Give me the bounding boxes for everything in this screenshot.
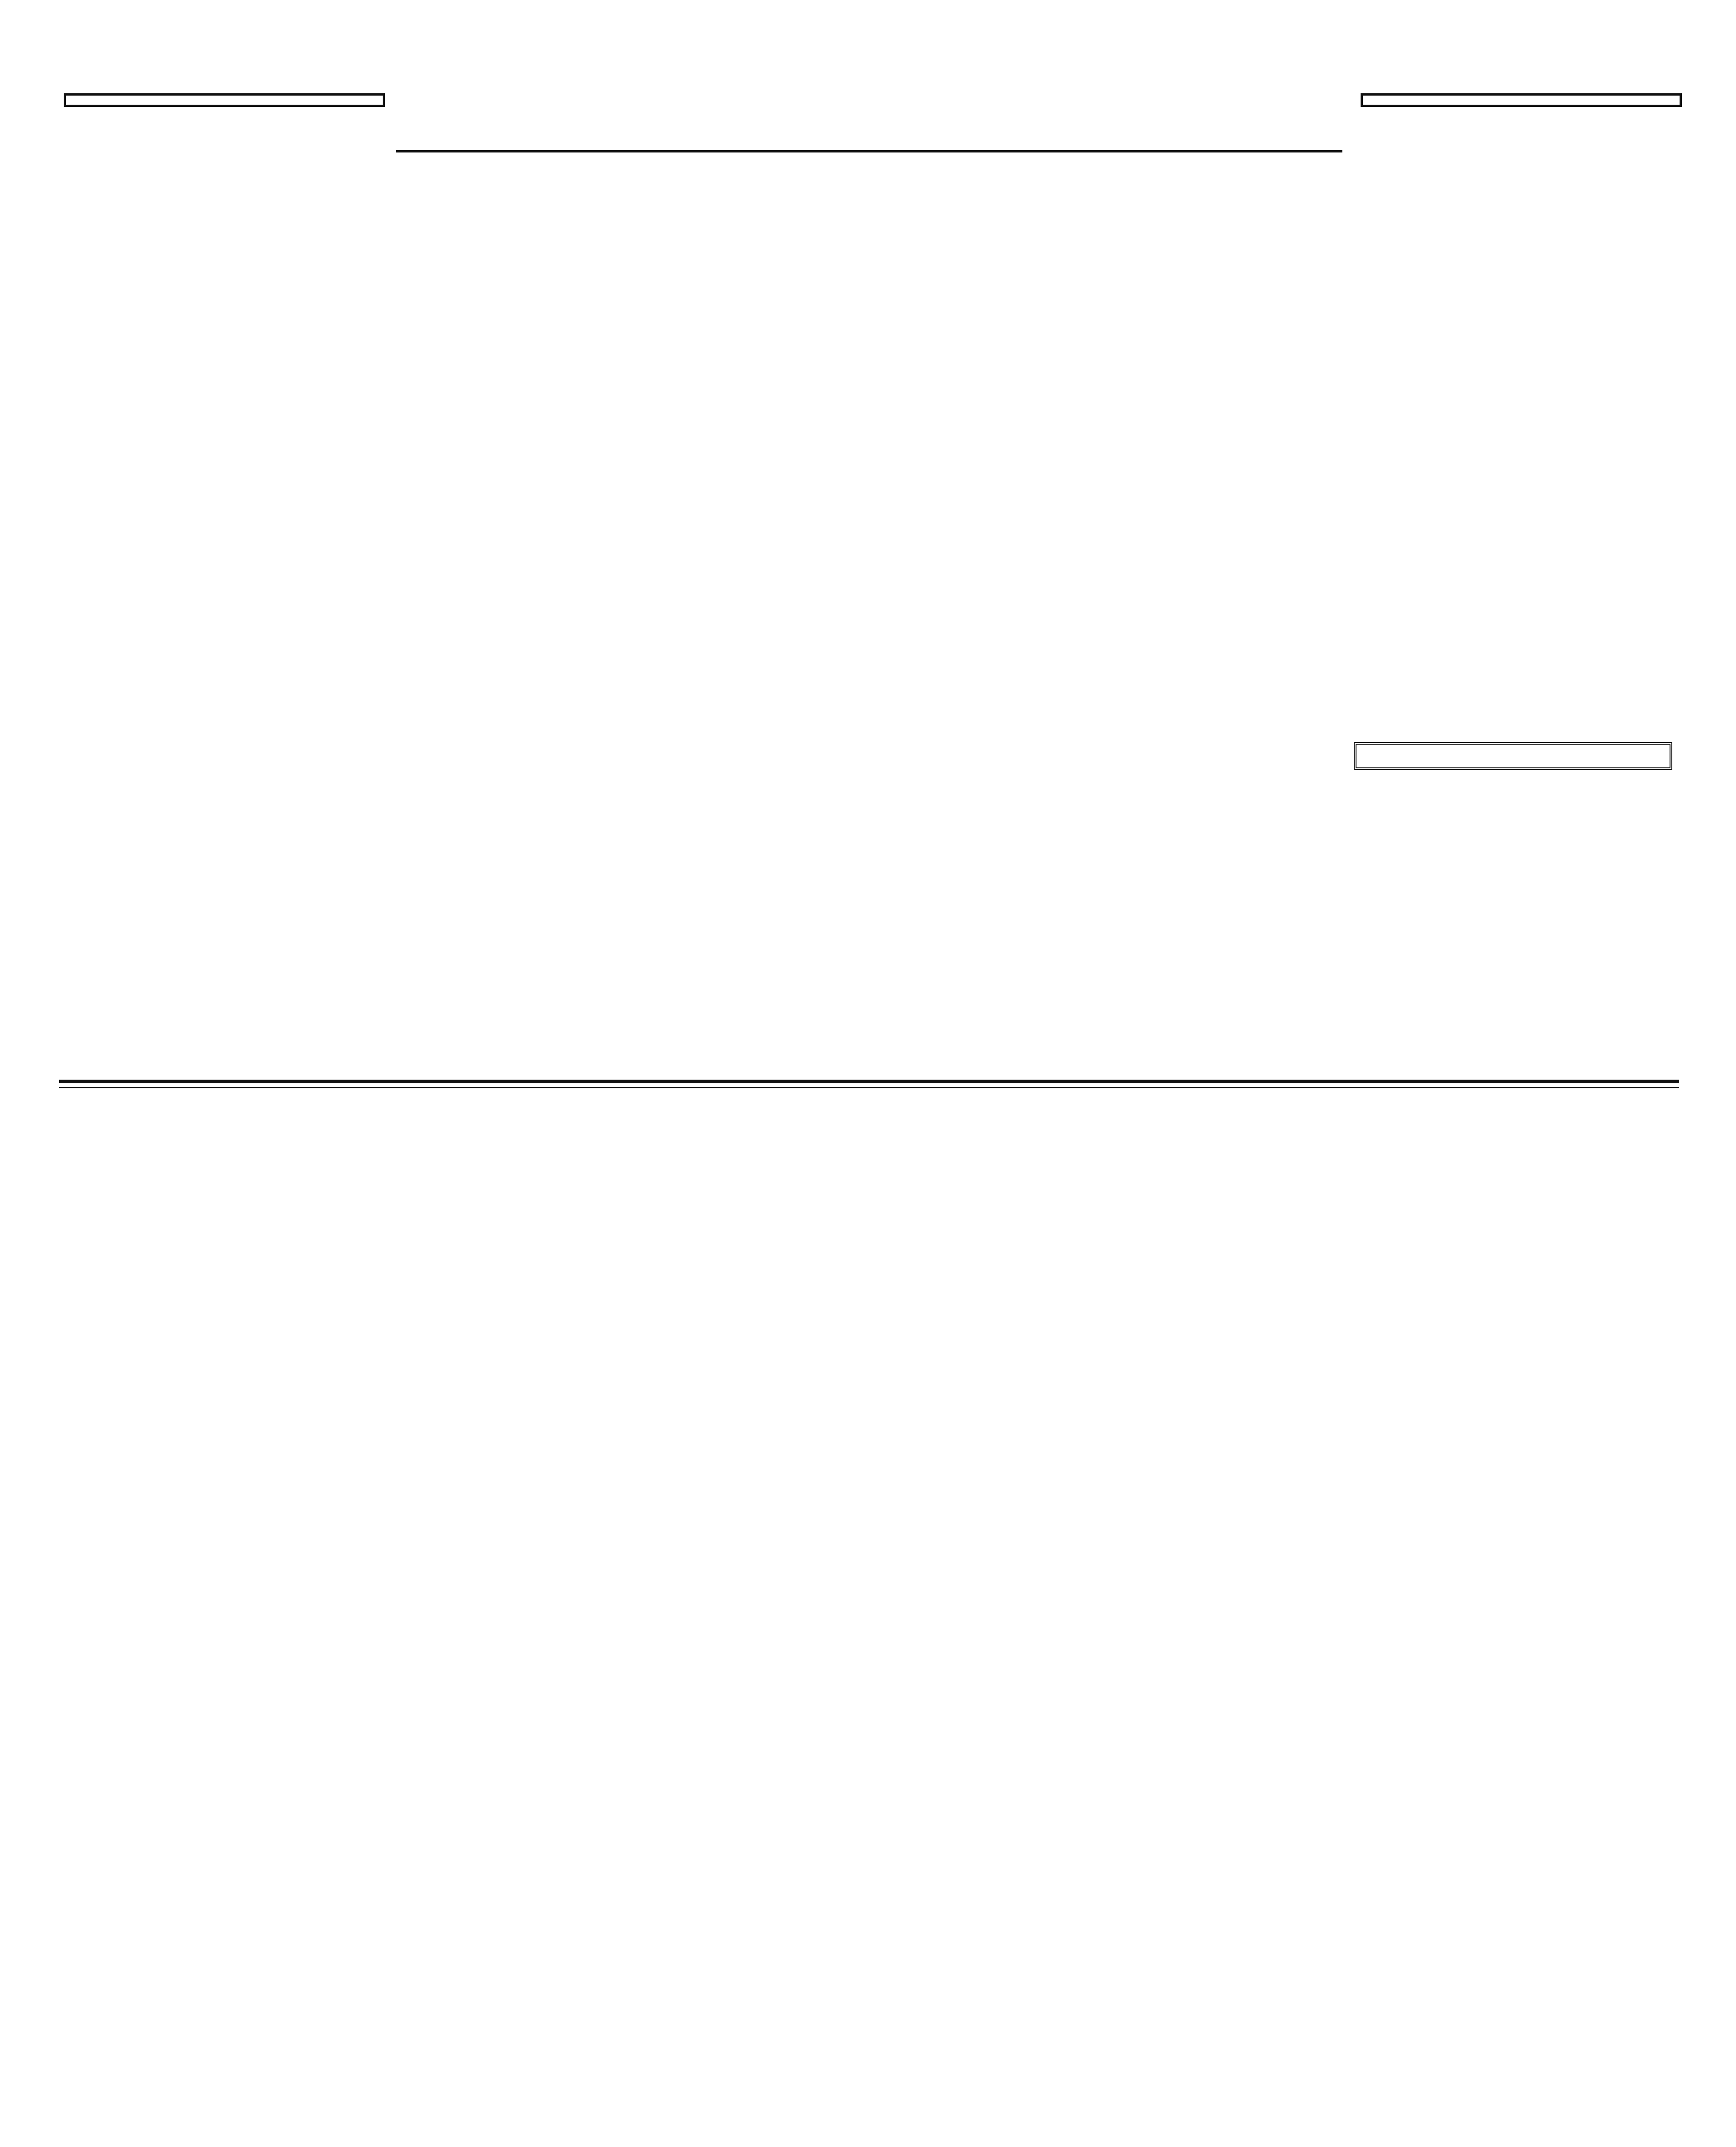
weather-box-right bbox=[1361, 93, 1682, 107]
section-divider-thin bbox=[59, 1087, 1679, 1088]
section-divider bbox=[59, 1080, 1679, 1083]
heading-rule bbox=[396, 150, 1342, 152]
info-box bbox=[1354, 742, 1672, 770]
weather-box-left bbox=[64, 93, 385, 107]
